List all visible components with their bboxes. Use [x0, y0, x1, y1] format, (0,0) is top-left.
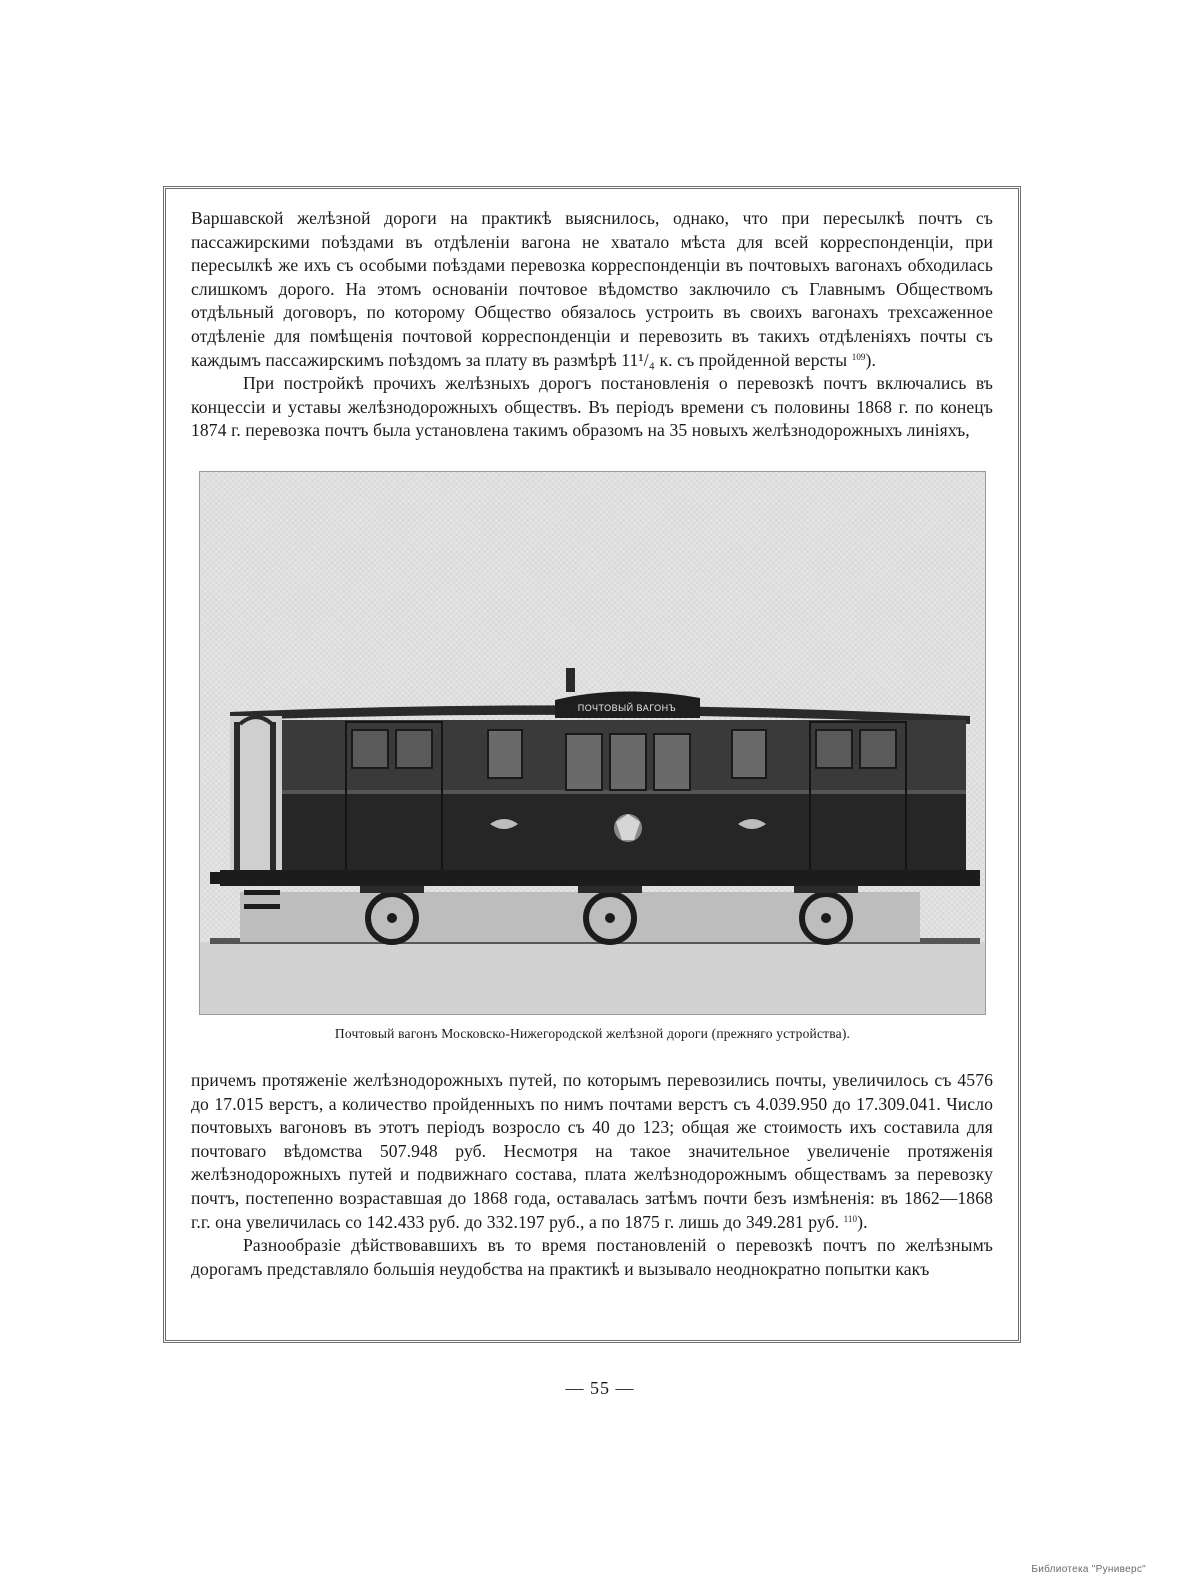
hub-1	[387, 913, 397, 923]
page-number: — 55 —	[565, 1378, 635, 1398]
paragraph-3	[191, 1069, 993, 1234]
window-2	[396, 730, 432, 768]
paragraph-3-text: причемъ протяженіе желѣзнодорожныхъ путей, по которымъ перевозились почты, увеличилось съ 4576 до 17.015 верстъ, а количество пройденныхъ по нимъ почтами верстъ съ 4.039.950 до 17.309.041. Число почтовыхъ вагоновъ въ этотъ періодъ возросло съ 40 до 123; общая же стоимость ихъ составила для почтоваго вѣдомства 507.948 руб. Несмотря на такое значительное увеличеніе протяженія желѣзнодорожныхъ путей и подвижнаго состава, плата желѣзнодорожнымъ обществамъ за перевозку почтъ, постепенно возраставшая до 1868 года, оставалась затѣмъ почти безъ измѣненія: въ 1862—1868 г.г. она увеличилась со 142.433 руб. до 332.197 руб., а по 1875 г. лишь до 349.281 руб.	[191, 1070, 993, 1232]
footnote-ref-110: 110	[843, 1213, 858, 1224]
mail-wagon-photo	[199, 471, 986, 1015]
platform-shadow	[240, 892, 920, 942]
step-lower	[244, 904, 280, 909]
paragraph-2: При постройкѣ прочихъ желѣзныхъ дорогъ постановленія о перевозкѣ почтъ включались въ концессіи и уставы желѣзнодорожныхъ обществъ. Въ періодъ времени съ половины 1868 г. по конецъ 1874 г. перевозка почтъ была установлена такимъ образомъ на 35 новыхъ желѣзнодорожныхъ линіяхъ,	[191, 373, 993, 441]
figure-caption: Почтовый вагонъ Московско-Нижегородской желѣзной дороги (прежняго устройства).	[334, 1026, 851, 1041]
paragraph-1-end: ).	[865, 349, 877, 370]
leaf-springs	[360, 886, 858, 893]
library-watermark: Библиотека "Руниверс"	[1031, 1564, 1146, 1575]
footnote-ref-109: 109	[851, 351, 866, 362]
hub-3	[821, 913, 831, 923]
spring-1	[360, 886, 424, 893]
window-4	[566, 734, 602, 790]
window-5	[610, 734, 646, 790]
step-upper	[244, 890, 280, 895]
mail-wagon-illustration	[200, 472, 985, 1014]
spring-2	[578, 886, 642, 893]
hub-2	[605, 913, 615, 923]
window-8	[816, 730, 852, 768]
platform-post-right	[270, 722, 276, 872]
platform-post-left	[234, 722, 240, 872]
ground	[200, 942, 985, 1014]
paragraph-1-text: Варшавской желѣзной дороги на практикѣ выяснилось, однако, что при пересылкѣ почтъ съ пассажирскими поѣздами въ отдѣленіи вагона не хватало мѣста для всей корреспонденціи, при пересылкѣ же ихъ съ особыми поѣздами перевозка корреспонденціи въ почтовыхъ вагонахъ обходилась слишкомъ дорого. На этомъ основаніи почтовое вѣдомство заключило съ Главнымъ Обществомъ отдѣльный договоръ, по которому Общество обязалось устроить въ своихъ вагонахъ трехсаженное отдѣленіе для помѣщенія почтовой корреспонденціи и перевозить въ такихъ отдѣленіяхъ почты съ каждымъ пассажирскимъ поѣздомъ за плату въ размѣрѣ 11¹/₄ к. съ пройденной версты	[191, 208, 993, 370]
wagon-sign-text: ПОЧТОВЫЙ ВАГОНЪ	[577, 703, 677, 713]
paragraph-4: Разнообразіе дѣйствовавшихъ въ то время постановленій о перевозкѣ почтъ по желѣзнымъ дорогамъ представляло большія неудобства на практикѣ и вызывало неоднократно попытки какъ	[191, 1235, 993, 1279]
window-1	[352, 730, 388, 768]
buffer-left	[210, 872, 226, 884]
top-text-block	[191, 207, 993, 443]
roof-chimney	[566, 668, 575, 692]
paragraph-3-end: ).	[857, 1211, 868, 1232]
buffer-right	[964, 872, 980, 884]
window-3	[488, 730, 522, 778]
spring-3	[794, 886, 858, 893]
window-9	[860, 730, 896, 768]
paragraph-1	[191, 207, 993, 372]
chassis-frame	[220, 870, 980, 886]
window-6	[654, 734, 690, 790]
window-7	[732, 730, 766, 778]
bottom-text-block	[191, 1069, 993, 1281]
